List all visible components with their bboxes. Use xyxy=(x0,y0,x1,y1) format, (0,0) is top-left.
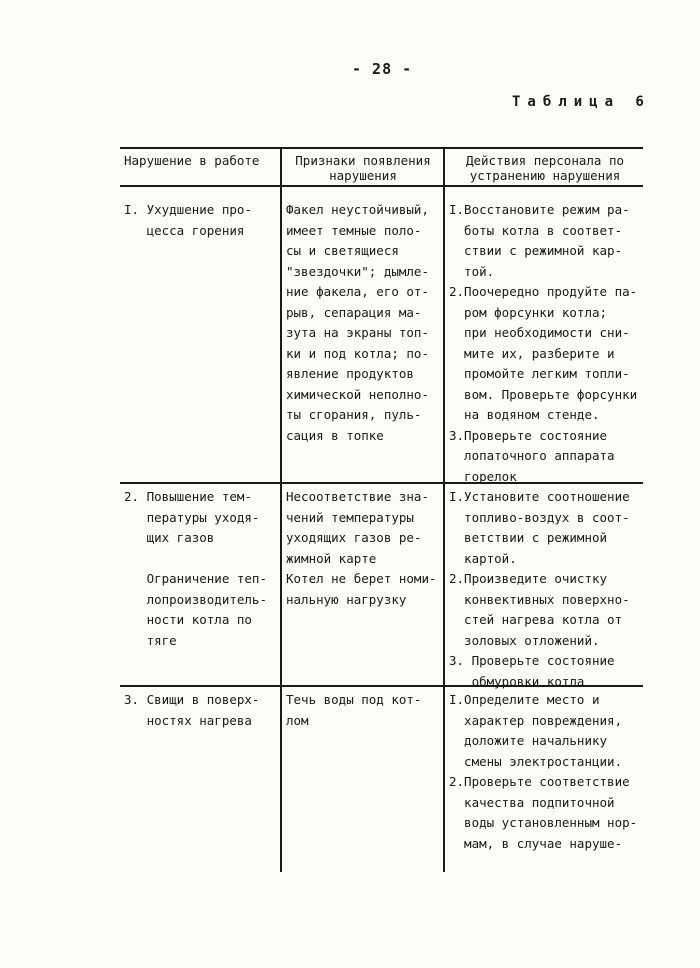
text-line: пературы уходя- xyxy=(124,509,260,525)
row-2-actions xyxy=(449,487,630,692)
text-line: мам, в случае наруше- xyxy=(449,835,623,851)
text-line: I.Восстановите режим ра- xyxy=(449,202,630,217)
text-line: боты котла в соответ- xyxy=(449,222,623,238)
text-line: качества подпиточной xyxy=(449,794,615,810)
text-line: картой. xyxy=(449,550,517,566)
table-caption: Таблица 6 xyxy=(512,94,651,110)
row-1-actions xyxy=(449,200,637,487)
text-line: 3. Проверьте состояние xyxy=(449,653,615,668)
row-1-signs xyxy=(286,200,429,446)
text-line: "звездочки"; дымле- xyxy=(286,263,429,279)
text-line: обмуровки котла xyxy=(449,673,585,689)
header-line: Нарушение в работе xyxy=(124,153,260,168)
text-line: Факел неустойчивый, xyxy=(286,202,429,217)
text-line: золовых отложений. xyxy=(449,632,600,648)
text-line: 2.Поочередно продуйте па- xyxy=(449,284,638,299)
text-line: Ограничение теп- xyxy=(124,571,267,586)
text-line: уходящих газов ре- xyxy=(286,530,422,545)
text-line: ветствии с режимной xyxy=(449,530,608,545)
text-line: сация в топке xyxy=(286,427,384,443)
row-2-cause xyxy=(124,487,267,651)
text-line: Котел не берет номи- xyxy=(286,571,437,586)
text-line: горелок xyxy=(449,468,517,484)
row-3-signs xyxy=(286,690,421,731)
column-divider-1 xyxy=(280,147,282,872)
text-line: щих газов xyxy=(124,530,215,545)
text-line: промойте легким топли- xyxy=(449,366,630,381)
text-line: Несоответствие зна- xyxy=(286,489,429,504)
text-line: характер повреждения, xyxy=(449,712,623,728)
text-line: на водяном стенде. xyxy=(449,407,600,422)
text-line: нальную нагрузку xyxy=(286,591,407,607)
text-line: смены электростанции. xyxy=(449,753,623,769)
text-line: ствии с режимной кар- xyxy=(449,243,623,258)
row-3-cause xyxy=(124,690,259,731)
text-line: топливо-воздух в соот- xyxy=(449,509,630,525)
text-line: мите их, разберите и xyxy=(449,345,615,361)
text-line: 3. Свищи в поверх- xyxy=(124,692,260,707)
column-divider-2 xyxy=(443,147,445,872)
header-line: Признаки появления xyxy=(295,153,431,168)
text-line: сы и светящиеся xyxy=(286,243,399,258)
row-2-signs xyxy=(286,487,437,610)
text-line: лопаточного аппарата xyxy=(449,448,615,463)
text-line xyxy=(124,549,267,570)
text-line: ты сгорания, пуль- xyxy=(286,407,422,422)
text-line: явление продуктов xyxy=(286,366,414,381)
text-line: 2. Повышение тем- xyxy=(124,489,252,504)
text-line: химической неполно- xyxy=(286,386,429,402)
page-number: - 28 - xyxy=(352,60,413,78)
header-line: Действия персонала по xyxy=(465,153,625,168)
text-line: при необходимости сни- xyxy=(449,325,630,340)
text-line: ки и под котла; по- xyxy=(286,345,429,361)
table-top-rule xyxy=(120,147,643,149)
text-line: тяге xyxy=(124,632,177,648)
text-line: вом. Проверьте форсунки xyxy=(449,386,638,402)
row-1-cause xyxy=(124,200,252,241)
text-line: рыв, сепарация ма- xyxy=(286,304,422,320)
text-line: имеет темные поло- xyxy=(286,222,422,238)
text-line: ности котла по xyxy=(124,612,252,627)
text-line: Течь воды под кот- xyxy=(286,692,422,707)
row-3-actions xyxy=(449,690,637,854)
text-line: доложите начальнику xyxy=(449,733,608,748)
text-line: стей нагрева котла от xyxy=(449,612,623,627)
text-line: ние факела, его от- xyxy=(286,284,429,299)
text-line: конвективных поверхно- xyxy=(449,591,630,607)
header-line: устранению нарушения xyxy=(469,168,621,183)
text-line: той. xyxy=(449,263,495,279)
text-line: 2.Проверьте соответствие xyxy=(449,774,630,789)
header-cell-actions xyxy=(447,153,643,183)
text-line: I. Ухудшение про- xyxy=(124,202,252,217)
header-line: нарушения xyxy=(329,168,397,183)
text-line: жимной карте xyxy=(286,550,377,566)
text-line: лом xyxy=(286,712,309,728)
header-cell-cause xyxy=(124,153,259,168)
text-line: воды установленным нор- xyxy=(449,815,638,830)
text-line: чений температуры xyxy=(286,509,414,525)
text-line: I.Определите место и xyxy=(449,692,600,707)
text-line: зута на экраны топ- xyxy=(286,325,429,340)
text-line: 2.Произведите очистку xyxy=(449,571,608,586)
header-bottom-rule xyxy=(120,185,643,187)
text-line: ром форсунки котла; xyxy=(449,304,608,320)
text-line: I.Установите соотношение xyxy=(449,489,630,504)
text-line: 3.Проверьте состояние xyxy=(449,427,608,443)
header-cell-signs xyxy=(284,153,442,183)
text-line: цесса горения xyxy=(124,222,245,238)
text-line: ностях нагрева xyxy=(124,712,252,728)
text-line: лопроизводитель- xyxy=(124,591,267,607)
